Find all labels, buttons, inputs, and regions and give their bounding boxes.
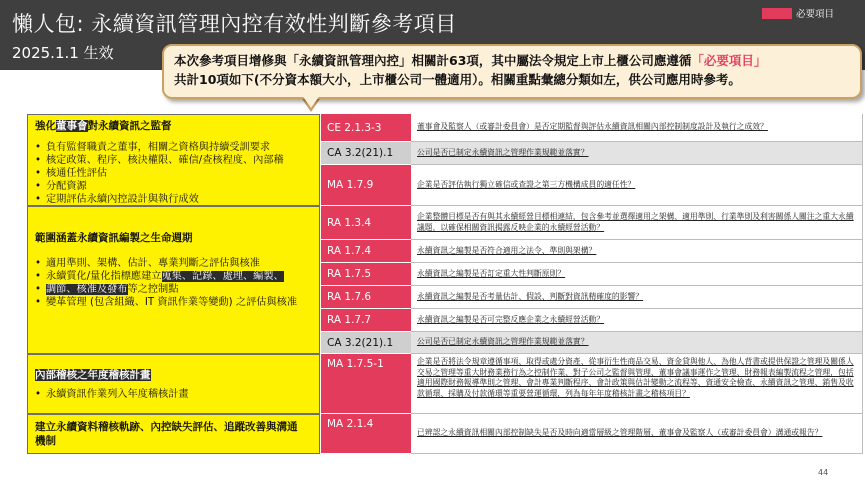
item-code: RA 1.7.5 [321,263,411,286]
item-description: 永續資訊之編製是否符合適用之法令、準則與架構？ [411,240,863,263]
list-item: • 變革管理 (包含組織、IT 資訊作業等變動) 之評估與核准 [35,296,312,309]
item-description: 企業是否評估執行獨立確信或查證之第三方機構成員的適任性？ [411,165,863,206]
effective-date: 2025.1.1 生效 [12,44,114,62]
category-bullets [35,388,312,401]
item-description: 永續資訊之編製是否可完整反應企業之永續經營活動？ [411,309,863,332]
category-title: 內部稽核之年度稽核計畫 [35,369,151,381]
callout-box [162,44,862,99]
page-title: 懶人包: 永續資訊管理內控有效性判斷參考項目 [12,12,457,36]
item-description: 董事會及監察人（或審計委員會）是否定期監督與評估永續資訊相關內部控制制度設計及執行之成效？ [411,114,863,142]
item-code: CA 3.2(21).1 [321,142,411,165]
list-item: • 永續資訊作業列入年度稽核計畫 [35,388,312,401]
callout-line-1 [174,51,850,70]
list-item: • 適用準則、架構、估計、專業判斷之評估與核准 [35,257,312,270]
item-code: CA 3.2(21).1 [321,332,411,354]
item-code: MA 1.7.9 [321,165,411,206]
category-title-line1: 建立永續資料稽核軌跡、內控缺失評估、追蹤改善與溝通 [35,421,298,433]
list-item: • 核定政策、程序、核決權限、確信/查核程度、內部稽 [35,154,312,167]
item-code: RA 1.7.6 [321,286,411,309]
item-code: RA 1.7.7 [321,309,411,332]
item-description: 已辨認之永續資訊相關內部控制缺失是否及時向適當層級之管理階層、董事會及監察人（或審計委員會）溝通或報告？ [411,414,863,454]
item-code: CE 2.1.3-3 [321,114,411,142]
category-internal-audit [27,354,320,414]
item-description: 公司是否已制定永續資訊之管理作業規範並落實？ [411,142,863,165]
category-board-oversight [27,114,320,206]
legend-swatch-required [762,8,792,19]
callout-required-highlight: 「必要項目」 [691,53,767,68]
callout-text-a: 本次參考項目增修與「永續資訊管理內控」相關計63項，其中屬法令規定上市上櫃公司應遵循 [174,53,692,68]
item-description: 公司是否已制定永續資訊之管理作業規範並落實？ [411,332,863,354]
category-bullets [35,257,312,309]
category-title-line2: 機制 [35,435,56,447]
list-item: • 定期評估永續內控設計與執行成效 [35,193,312,206]
legend [762,6,834,20]
list-item: • 分配資源 [35,180,312,193]
item-description: 企業是否將法令規章遵循事項、取得或處分資產、從事衍生性商品交易、資金貸與他人、為他人背書或提供保證之管理及關係人交易之管理等重大財務業務行為之控制作業、對子公司之監督與管理、董事會議事運作之管理、財務報表編製流程之管理，包括適用國際財務報導準則之管理、會計專業判斷程序、會計政策與估計變動之流程等、資通安全檢查、永續資訊之管理、銷售及收款循環、採購及付款循環等重要營運循環，列為每年年度稽核計畫之稽核項目？ [411,354,863,414]
item-code: RA 1.7.4 [321,240,411,263]
list-item: • 核通任性評估 [35,167,312,180]
category-audit-trail [27,414,320,454]
list-item: • 永續質化/量化指標應建立蒐集、記錄、處理、編製、 [35,270,312,283]
category-title: 範圍涵蓋永續資訊編製之生命週期 [35,232,193,244]
item-description: 永續資訊之編製是否考量估計、假設、判斷對資訊精確度的影響？ [411,286,863,309]
category-bullets [35,141,312,206]
callout-pointer-fill [302,95,320,108]
item-description: 永續資訊之編製是否訂定重大性判斷原則？ [411,263,863,286]
list-item-continued: • 調節、核准及發布等之控制點 [35,283,312,296]
item-code: MA 2.1.4 [321,414,411,454]
legend-label: 必要項目 [796,9,835,20]
category-title: 強化董事會對永續資訊之監督 [35,120,172,132]
list-item: • 負有監督職責之董事，相關之資格與持續受訓要求 [35,141,312,154]
callout-line-2: 共計10項如下(不分資本額大小，上市櫃公司一體適用）。相關重點彙總分類如左，供公司應用時參考。 [174,72,741,87]
item-description: 企業整體目標是否有與其永續經營目標相連結，包含參考並選擇適用之架構、適用準則、行業準則及利害關係人關注之重大永續議題，以確保相關資訊揭露反映企業的永續經營活動？ [411,206,863,240]
page-number: 44 [818,468,829,477]
item-code: MA 1.7.5-1 [321,354,411,414]
item-code: RA 1.3.4 [321,206,411,240]
category-lifecycle [27,206,320,354]
